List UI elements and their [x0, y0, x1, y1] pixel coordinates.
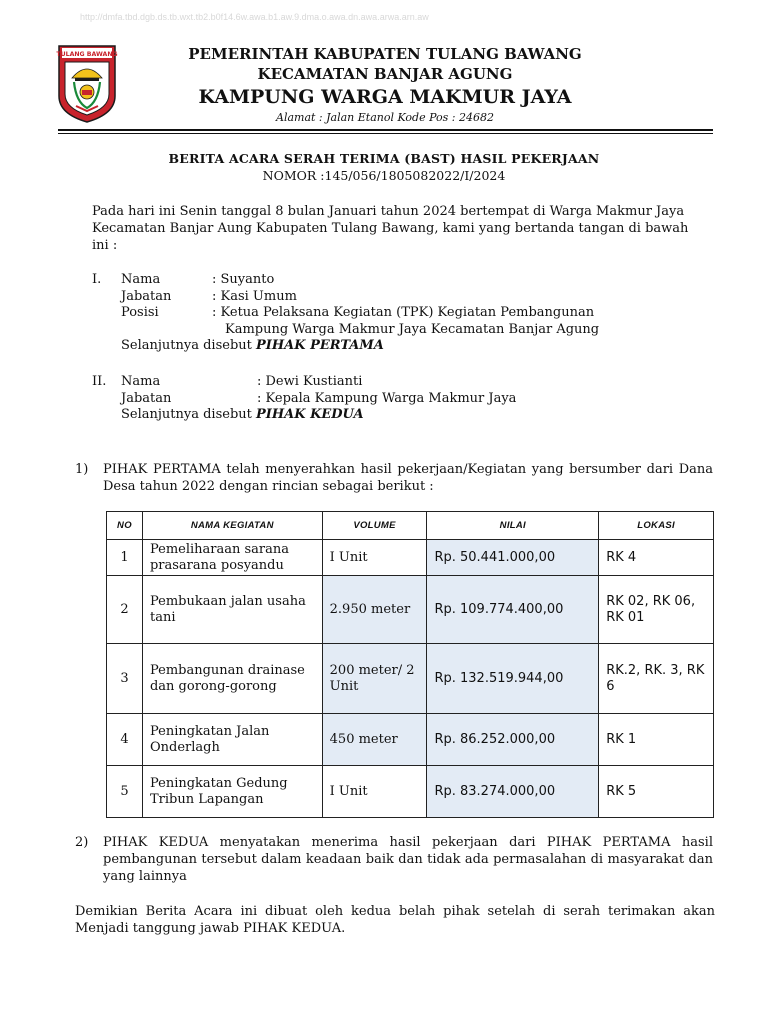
url-watermark: http://dmfa.tbd.dgb.ds.tb.wxt.tb2.b0f14.6w.awa.b1.aw.9.dma.o.awa.dn.awa.arwa.arn.aw [80, 12, 429, 22]
cell-nilai: Rp. 50.441.000,00 [427, 540, 599, 576]
party-second-nama-value: : Dewi Kustianti [257, 374, 363, 389]
activity-table [106, 511, 714, 818]
party-first-nama-value: : Suyanto [212, 272, 275, 287]
table-row [107, 766, 714, 818]
statement-item-1-text: PIHAK PERTAMA telah menyerahkan hasil pekerjaan/Kegiatan yang bersumber dari Dana Desa tahun 2022 dengan rincian sebagai berikut : [103, 462, 713, 494]
cell-no: 1 [107, 540, 143, 576]
party-second-ref-name: PIHAK KEDUA [256, 407, 364, 422]
statement-item-1 [75, 461, 715, 497]
party-second-ref-prefix: Selanjutnya disebut [121, 407, 257, 422]
cell-nilai: Rp. 86.252.000,00 [427, 714, 599, 766]
statement-item-2-text: PIHAK KEDUA menyatakan menerima hasil pekerjaan dari PIHAK PERTAMA hasil pembangunan tersebut dalam keadaan baik dan tidak ada permasalahan di masyarakat dan yang lainnya [103, 835, 713, 884]
statement-item-2-marker: 2) [75, 835, 89, 850]
party-first-jabatan-label: Jabatan [121, 288, 172, 304]
party-first-ref-prefix: Selanjutnya disebut [121, 338, 257, 353]
table-row [107, 644, 714, 714]
column-header-nama-kegiatan: NAMA KEGIATAN [142, 512, 322, 540]
table-row [107, 576, 714, 644]
cell-volume: 200 meter/ 2 Unit [322, 644, 427, 714]
column-header-volume: VOLUME [322, 512, 427, 540]
letterhead-district: KECAMATAN BANJAR AGUNG [257, 65, 513, 83]
letterhead-rule-thick [58, 129, 713, 131]
statement-item-2 [75, 834, 715, 888]
cell-no: 2 [107, 576, 143, 644]
cell-volume: 450 meter [322, 714, 427, 766]
table-header-row [107, 512, 714, 540]
party-first-posisi-value: : Ketua Pelaksana Kegiatan (TPK) Kegiatan Pembangunan [212, 305, 595, 320]
party-first [92, 272, 712, 355]
party-second-roman: II. [92, 374, 107, 389]
cell-lokasi: RK.2, RK. 3, RK 6 [599, 644, 714, 714]
party-second-reference [121, 407, 364, 424]
cell-no: 3 [107, 644, 143, 714]
party-first-ref-name: PIHAK PERTAMA [256, 338, 384, 353]
party-first-jabatan-value: : Kasi Umum [212, 288, 297, 304]
svg-text:TULANG BAWANG: TULANG BAWANG [56, 51, 118, 58]
cell-nama-kegiatan: Pembukaan jalan usaha tani [142, 576, 322, 644]
letterhead [140, 44, 630, 126]
letterhead-village: KAMPUNG WARGA MAKMUR JAYA [198, 86, 572, 108]
closing-paragraph: Demikian Berita Acara ini dibuat oleh kedua belah pihak setelah di serah terimakan akan Menjadi tanggung jawab PIHAK KEDUA. [75, 904, 715, 936]
cell-nama-kegiatan: Peningkatan Gedung Tribun Lapangan [142, 766, 322, 818]
intro-paragraph: Pada hari ini Senin tanggal 8 bulan Januari tahun 2024 bertempat di Warga Makmur Jaya Kecamatan Banjar Aung Kabupaten Tulang Bawang, kami yang bertanda tangan di bawah ini : [92, 204, 689, 253]
table-row [107, 540, 714, 576]
cell-lokasi: RK 5 [599, 766, 714, 818]
cell-volume: I Unit [322, 766, 427, 818]
party-second-jabatan-label: Jabatan [121, 390, 172, 406]
document-number: NOMOR :145/056/1805082022/I/2024 [262, 168, 506, 183]
regency-logo [56, 44, 118, 124]
column-header-no: NO [107, 512, 143, 540]
letterhead-address: Alamat : Jalan Etanol Kode Pos : 24682 [276, 111, 494, 124]
cell-lokasi: RK 4 [599, 540, 714, 576]
letterhead-rule-thin [58, 133, 713, 134]
cell-no: 4 [107, 714, 143, 766]
statement-item-1-marker: 1) [75, 462, 89, 477]
party-second-jabatan-value: : Kepala Kampung Warga Makmur Jaya [257, 390, 517, 406]
cell-nama-kegiatan: Peningkatan Jalan Onderlagh [142, 714, 322, 766]
document-title: BERITA ACARA SERAH TERIMA (BAST) HASIL PEKERJAAN [168, 151, 600, 166]
cell-no: 5 [107, 766, 143, 818]
document-title-block [0, 150, 768, 184]
cell-nilai: Rp. 83.274.000,00 [427, 766, 599, 818]
party-second-nama-label: Nama [121, 374, 161, 389]
party-first-roman: I. [92, 272, 102, 287]
party-first-nama-label: Nama [121, 272, 161, 287]
cell-nama-kegiatan: Pemeliharaan sarana prasarana posyandu [142, 540, 322, 576]
table-row [107, 714, 714, 766]
letterhead-government: PEMERINTAH KABUPATEN TULANG BAWANG [188, 45, 582, 63]
party-first-posisi-label: Posisi [121, 305, 159, 320]
cell-nilai: Rp. 109.774.400,00 [427, 576, 599, 644]
party-second [92, 374, 712, 424]
cell-lokasi: RK 02, RK 06, RK 01 [599, 576, 714, 644]
column-header-lokasi: LOKASI [599, 512, 714, 540]
party-first-posisi-value-cont: Kampung Warga Makmur Jaya Kecamatan Banjar Agung [225, 321, 600, 337]
column-header-nilai: NILAI [427, 512, 599, 540]
cell-volume: 2.950 meter [322, 576, 427, 644]
cell-nama-kegiatan: Pembangunan drainase dan gorong-gorong [142, 644, 322, 714]
cell-volume: I Unit [322, 540, 427, 576]
cell-nilai: Rp. 132.519.944,00 [427, 644, 599, 714]
party-first-reference [121, 338, 384, 355]
cell-lokasi: RK 1 [599, 714, 714, 766]
